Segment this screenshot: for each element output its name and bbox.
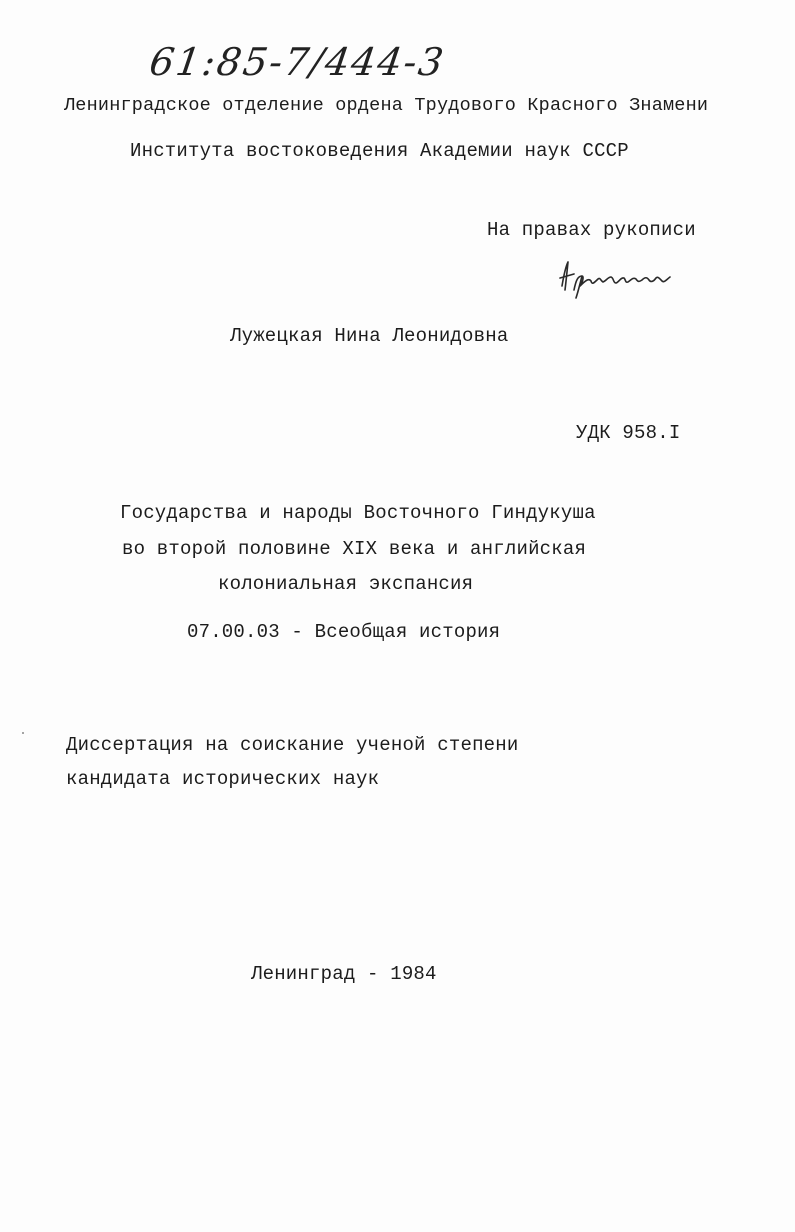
place-year: Ленинград - 1984 — [251, 963, 437, 985]
paper-speck — [22, 732, 24, 734]
degree-line-1: Диссертация на соискание ученой степени — [66, 734, 519, 756]
archive-number: 61:85-7/444-3 — [146, 40, 448, 84]
degree-line-2: кандидата исторических наук — [66, 768, 380, 790]
udc-code: УДК 958.I — [576, 422, 681, 444]
signature-icon — [556, 252, 676, 302]
title-line-2: во второй половине XIX века и английская — [122, 538, 587, 560]
specialty-code: 07.00.03 - Всеобщая история — [187, 621, 501, 643]
institution-line-1: Ленинградское отделение ордена Трудового Красного Знамени — [64, 95, 709, 116]
institution-line-2: Института востоковедения Академии наук СССР — [130, 140, 629, 162]
title-line-1: Государства и народы Восточного Гиндукуша — [120, 502, 596, 524]
title-line-3: колониальная экспансия — [218, 573, 474, 595]
manuscript-rights: На правах рукописи — [487, 219, 696, 241]
author-name: Лужецкая Нина Леонидовна — [230, 325, 509, 347]
